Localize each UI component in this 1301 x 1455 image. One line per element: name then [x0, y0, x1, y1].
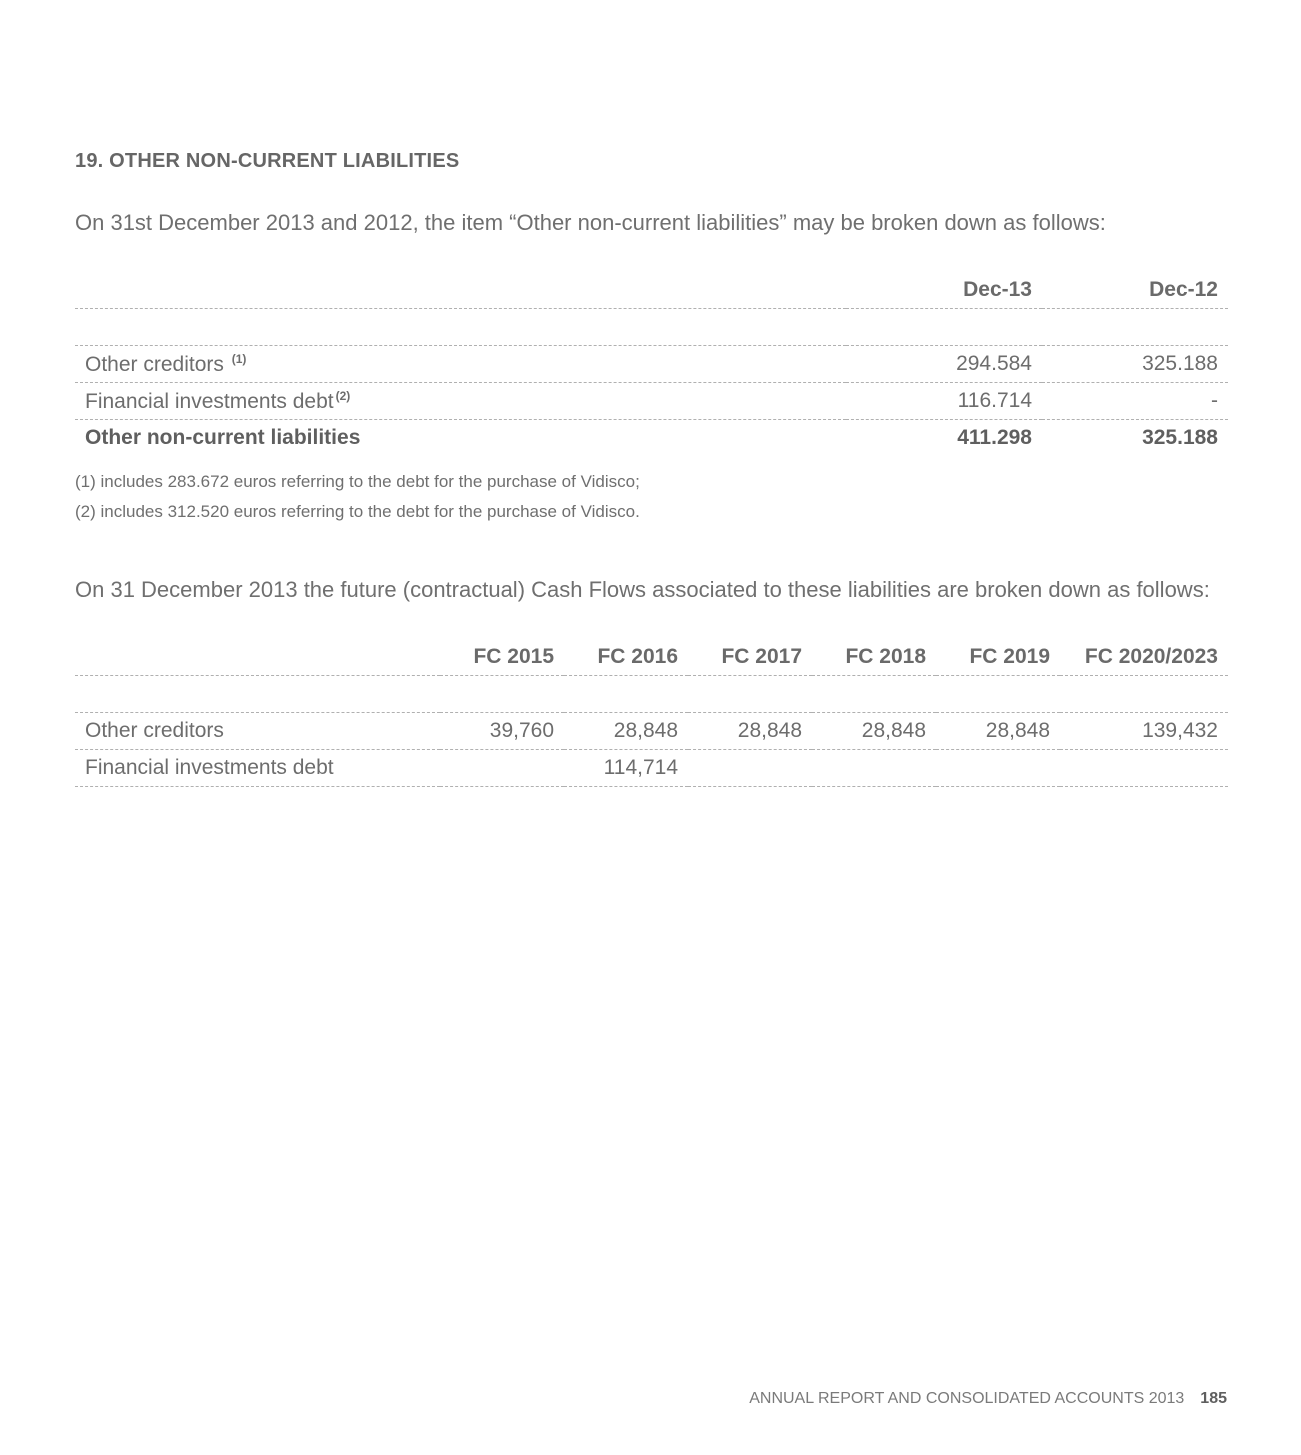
column-header: FC 2019	[969, 645, 1050, 668]
table-header-row	[75, 639, 1228, 676]
footer-text: ANNUAL REPORT AND CONSOLIDATED ACCOUNTS 2013	[749, 1390, 1185, 1407]
page-number: 185	[1200, 1390, 1227, 1407]
row-label: Other creditors	[85, 352, 224, 376]
table-spacer-row	[75, 309, 1228, 346]
cell-value	[812, 750, 936, 787]
table-row	[75, 346, 1228, 383]
cell-value: 325.188	[1142, 352, 1218, 375]
section-title: 19. OTHER NON-CURRENT LIABILITIES	[75, 150, 460, 172]
cell-value: 116.714	[957, 389, 1032, 412]
row-label: Financial investments debt	[85, 756, 334, 779]
page-footer	[749, 1390, 1227, 1408]
column-header: FC 2016	[597, 645, 678, 668]
cell-value: 39,760	[489, 719, 554, 742]
cell-value: 139,432	[1142, 719, 1218, 742]
column-header: FC 2018	[845, 645, 926, 668]
liabilities-table	[75, 272, 1228, 456]
footnote-ref: (1)	[231, 351, 247, 366]
column-header: FC 2017	[721, 645, 802, 668]
cell-value: 411.298	[957, 426, 1032, 449]
cell-value: 28,848	[985, 719, 1050, 742]
column-header: FC 2020/2023	[1084, 645, 1218, 668]
footnote-ref: (2)	[335, 388, 351, 403]
column-header-dec13: Dec-13	[963, 278, 1032, 301]
table-row	[75, 750, 1228, 787]
table-row	[75, 383, 1228, 420]
table-header-row	[75, 272, 1228, 309]
cell-value	[1060, 750, 1228, 787]
row-label: Financial investments debt	[85, 389, 334, 413]
cashflow-intro: On 31 December 2013 the future (contractual) Cash Flows associated to these liabilities are broken down as follows:	[75, 577, 1210, 602]
cell-value	[440, 750, 564, 787]
footnote: (1) includes 283.672 euros referring to the debt for the purchase of Vidisco;	[75, 472, 640, 491]
cell-value: 114,714	[603, 756, 678, 779]
column-header-dec12: Dec-12	[1149, 278, 1218, 301]
cell-value: 28,848	[861, 719, 926, 742]
cell-value: 325.188	[1142, 426, 1218, 449]
table-spacer-row	[75, 676, 1228, 713]
column-header: FC 2015	[473, 645, 554, 668]
footnote: (2) includes 312.520 euros referring to the debt for the purchase of Vidisco.	[75, 502, 640, 521]
cell-value: -	[1211, 389, 1218, 412]
cashflow-table	[75, 639, 1228, 787]
row-label: Other creditors	[85, 719, 224, 742]
cell-value: 28,848	[613, 719, 678, 742]
section-intro: On 31st December 2013 and 2012, the item “Other non-current liabilities” may be broken down as follows:	[75, 210, 1106, 235]
cell-value: 294.584	[956, 352, 1032, 375]
table-row	[75, 713, 1228, 750]
cell-value	[936, 750, 1060, 787]
row-label: Other non-current liabilities	[85, 426, 361, 449]
cell-value: 28,848	[737, 719, 802, 742]
total-row	[75, 420, 1228, 457]
cell-value	[688, 750, 812, 787]
